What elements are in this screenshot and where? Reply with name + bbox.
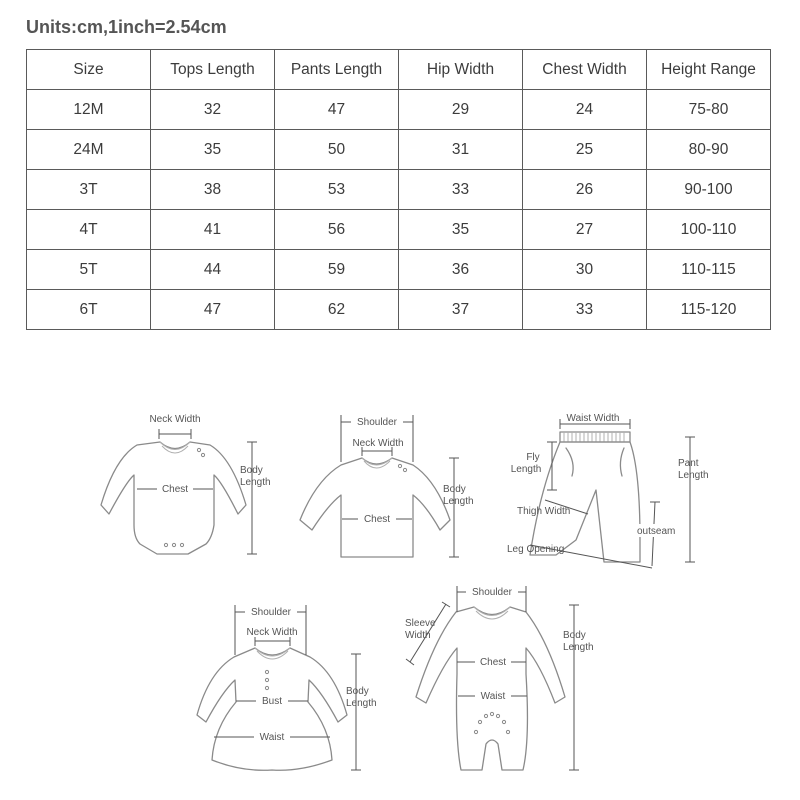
table-cell: 30 [523,250,647,290]
dress-body-label: Body [346,686,369,697]
table-cell: 33 [523,290,647,330]
shirt-neck-width-label: Neck Width [352,438,404,449]
table-cell: 37 [399,290,523,330]
table-cell: 38 [151,170,275,210]
table-cell: 47 [275,90,399,130]
bodysuit-chest-label: Chest [161,484,189,495]
romper-outline [416,607,565,770]
table-cell: 24 [523,90,647,130]
header-pants-length: Pants Length [275,50,399,90]
shirt-diagram [300,415,474,557]
romper-chest-label: Chest [479,657,507,668]
table-cell: 100-110 [647,210,771,250]
dress-shoulder-label: Shoulder [250,607,292,618]
table-cell: 27 [523,210,647,250]
dress-bust-label: Bust [261,696,283,707]
table-cell: 110-115 [647,250,771,290]
romper-sleeve-width-label: Width [405,630,431,641]
header-chest-width: Chest Width [523,50,647,90]
pants-pant-label: Pant [678,458,699,469]
table-cell: 31 [399,130,523,170]
pants-waist-width-label: Waist Width [566,413,620,424]
dress-length-label: Length [346,698,377,709]
shirt-length-label: Length [443,496,474,507]
romper-sleeve-label: Sleeve [405,618,436,629]
table-cell: 75-80 [647,90,771,130]
dress-waist-label: Waist [259,732,285,743]
table-cell: 6T [27,290,151,330]
table-cell: 26 [523,170,647,210]
table-cell: 33 [399,170,523,210]
dress-outline [197,648,347,770]
bodysuit-outline [101,442,246,554]
table-cell: 25 [523,130,647,170]
table-cell: 44 [151,250,275,290]
romper-waist-label: Waist [480,691,506,702]
header-size: Size [27,50,151,90]
pants-pant-length-label: Length [678,470,709,481]
table-cell: 53 [275,170,399,210]
dress-diagram [197,605,377,770]
table-cell: 90-100 [647,170,771,210]
table-cell: 62 [275,290,399,330]
header-hip-width: Hip Width [399,50,523,90]
shirt-body-label: Body [443,484,466,495]
table-cell: 56 [275,210,399,250]
romper-shoulder-label: Shoulder [471,587,513,598]
table-cell: 41 [151,210,275,250]
table-cell: 3T [27,170,151,210]
romper-length-label: Length [563,642,594,653]
table-cell: 36 [399,250,523,290]
header-height-range: Height Range [647,50,771,90]
shirt-shoulder-label: Shoulder [356,417,398,428]
romper-body-label: Body [563,630,586,641]
table-cell: 59 [275,250,399,290]
pants-thigh-width-label: Thigh Width [517,506,571,517]
table-cell: 80-90 [647,130,771,170]
bodysuit-body-label: Body [240,465,263,476]
pants-fly-label: Fly [526,452,540,463]
table-cell: 47 [151,290,275,330]
shirt-outline [300,458,450,557]
table-cell: 32 [151,90,275,130]
table-cell: 35 [151,130,275,170]
table-cell: 35 [399,210,523,250]
bodysuit-length-label: Length [240,477,271,488]
pants-leg-opening-label: Leg Opening [507,544,565,555]
pants-diagram [507,413,709,568]
table-cell: 24M [27,130,151,170]
pants-outseam-label: outseam [637,526,676,537]
table-cell: 12M [27,90,151,130]
table-cell: 50 [275,130,399,170]
dress-neck-width-label: Neck Width [246,627,298,638]
shirt-chest-label: Chest [363,514,391,525]
units-note: Units:cm,1inch=2.54cm [26,17,227,37]
header-tops-length: Tops Length [151,50,275,90]
romper-diagram [405,585,594,770]
bodysuit-neck-width-label: Neck Width [149,414,201,425]
table-cell: 29 [399,90,523,130]
table-cell: 4T [27,210,151,250]
table-cell: 115-120 [647,290,771,330]
pants-fly-length-label: Length [510,464,542,475]
bodysuit-diagram [101,414,271,554]
table-cell: 5T [27,250,151,290]
